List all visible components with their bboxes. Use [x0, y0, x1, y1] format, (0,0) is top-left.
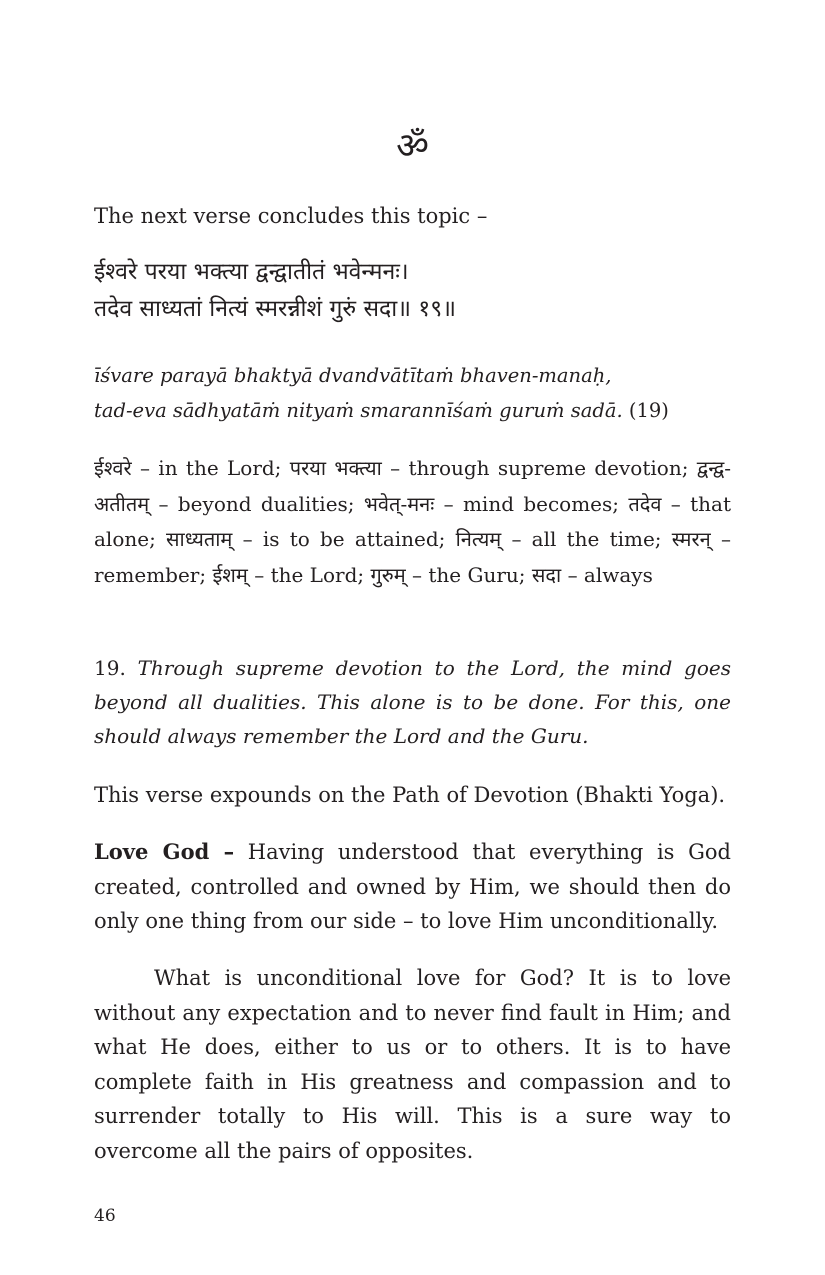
glossary-term: द्वन्द्व-अतीतम्: [94, 456, 731, 516]
transliteration-line-1: īśvare parayā bhaktyā dvandvātītaṁ bhaven-manaḥ,: [94, 364, 612, 387]
glossary-term: साध्यताम्: [166, 527, 233, 551]
love-god-heading: Love God –: [94, 839, 235, 864]
glossary-meaning: – in the Lord;: [131, 456, 290, 480]
expound-text: This verse expounds on the Path of Devotion (Bhakti Yoga).: [94, 783, 726, 807]
glossary-term: ईशम्: [212, 562, 248, 587]
love-god-text: Having understood that everything is God created, controlled and owned by Him, we should then do only one thing from our side – to love Him unconditionally.: [94, 840, 731, 933]
glossary-term: गुरुम्: [370, 562, 406, 587]
transliteration: [94, 358, 731, 428]
verse-line-1: ईश्वरे परया भक्त्या द्वन्द्वातीतं भवेन्मनः।: [94, 259, 409, 285]
verse-line-2: तदेव साध्यतां नित्यं स्मरन्नीशं गुरुं सदा॥ १९॥: [94, 296, 456, 322]
glossary-term: भवेत्-मनः: [363, 491, 435, 516]
glossary-meaning: – all the time;: [501, 527, 672, 551]
glossary-term: ईश्वरे: [94, 456, 132, 480]
glossary-meaning: – through supreme devotion;: [381, 456, 697, 480]
verse-translation: [94, 651, 731, 753]
glossary-term: तदेव: [628, 491, 662, 516]
glossary-meaning: – the Guru;: [405, 562, 532, 587]
word-glossary: [94, 451, 731, 593]
glossary-meaning: – the Lord;: [247, 562, 371, 587]
glossary-meaning: – always: [561, 562, 653, 587]
sanskrit-verse: [94, 254, 731, 328]
glossary-meaning: – that alone;: [94, 491, 731, 551]
transliteration-line-2-text: tad-eva sādhyatāṁ nityaṁ smarannīśaṁ guruṁ sadā.: [94, 399, 623, 422]
glossary-meaning: – remember;: [94, 527, 732, 587]
glossary-meaning: – is to be attained;: [232, 527, 456, 551]
love-god-paragraph: [94, 835, 731, 939]
glossary-term: नित्यम्: [455, 527, 502, 551]
book-page: [94, 0, 731, 1275]
glossary-term: सदा: [531, 562, 562, 587]
glossary-term: परया भक्त्या: [289, 456, 382, 480]
verse-number: (19): [628, 399, 669, 422]
translation-text: Through supreme devotion to the Lord, the mind goes beyond all dualities. This alone is to be done. For this, one should always remember the Lord and the Guru.: [94, 656, 732, 748]
transliteration-line-2: [94, 393, 731, 428]
glossary-meaning: – beyond dualities;: [149, 491, 364, 516]
intro-text: The next verse concludes this topic –: [94, 204, 488, 228]
page-number: 46: [94, 1206, 116, 1226]
unconditional-love-paragraph: What is unconditional love for God? It is to love without any expectation and to never find fault in Him; and what He does, either to us or to others. It is to have complete faith in His greatness and compassion and to surrender totally to His will. This is a sure way to overcome all the pairs of opposites.: [94, 966, 731, 1163]
om-symbol: ॐ: [396, 126, 429, 167]
glossary-term: स्मरन्: [671, 527, 711, 551]
translation-number: 19.: [94, 656, 126, 680]
glossary-meaning: – mind becomes;: [434, 491, 629, 516]
